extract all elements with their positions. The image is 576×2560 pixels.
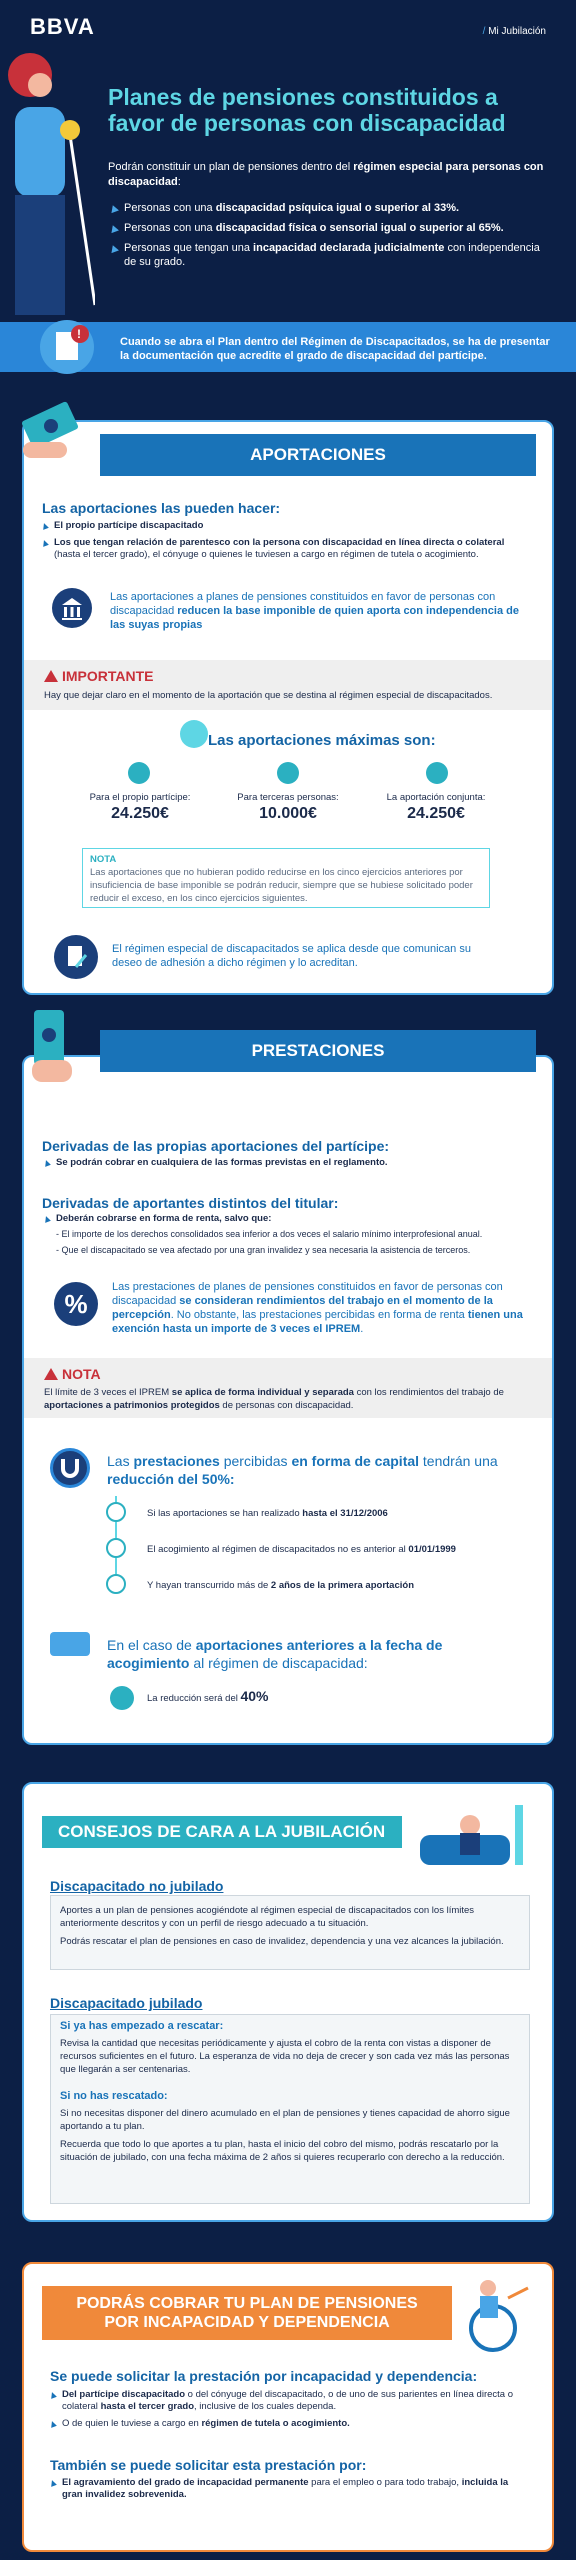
elderly-couch-illustration — [400, 1795, 540, 1875]
computer-icon — [50, 1632, 90, 1656]
aportantes-list — [42, 515, 532, 561]
prest-list1 — [44, 1152, 534, 1169]
warning-icon — [44, 670, 58, 682]
person-icon — [128, 762, 150, 784]
wheelchair-illustration — [458, 2268, 538, 2358]
phone-hand-icon — [22, 1000, 92, 1130]
nota-iprem-title: NOTA — [44, 1366, 101, 1382]
max-propio-value: 24.250€ — [111, 805, 169, 822]
prest-sub2: Derivadas de aportantes distintos del titular: — [42, 1195, 339, 1211]
no-rescatado-text: Si no necesitas disponer del dinero acumulado en el plan de pensiones y tienes capacidad de ahorro sigue aportando a tu plan. — [60, 2108, 510, 2132]
nota-text: Las aportaciones que no hubieran podido reducirse en los cinco ejercicios anteriores por insuficiencia de base imponible se podrán reducir, siempre que se hubiese solicitado poder reducir el exceso, en los cinco ejercicios siguientes. — [90, 867, 473, 904]
anteriores-title: En el caso de aportaciones anteriores a la fecha de acogimiento al régimen de discapacidad: — [107, 1637, 443, 1671]
document-warning-icon — [40, 320, 94, 374]
percent-icon: % — [54, 1282, 98, 1326]
dependencia-sub1: Se puede solicitar la prestación por incapacidad y dependencia: — [50, 2368, 478, 2384]
jubilado-title: Discapacitado jubilado — [50, 1995, 203, 2011]
no-jubilado-title: Discapacitado no jubilado — [50, 1878, 224, 1894]
prest-list2 — [44, 1208, 534, 1257]
woman-with-cane-illustration — [0, 45, 95, 315]
cond-1999: El acogimiento al régimen de discapacitados no es anterior al 01/01/1999 — [147, 1544, 456, 1555]
joint-icon — [426, 762, 448, 784]
svg-text:!: ! — [77, 327, 81, 341]
max-conjunta-value: 24.250€ — [407, 805, 465, 822]
list-item: El agravamiento del grado de incapacidad permanente para el empleo o para todo trabajo, incluida la gran invalidez sobrevenida. — [50, 2477, 520, 2501]
list-item: Personas que tengan una incapacidad declarada judicialmente con independencia de su grado. — [108, 241, 548, 269]
warning-icon — [44, 1368, 58, 1380]
hand-money-icon — [15, 400, 95, 470]
condition-2: - Que el discapacitado se vea afectado por una gran invalidez y sea necesaria la asistencia de terceros. — [56, 1245, 471, 1255]
list-item: Los que tengan relación de parentesco con la persona con discapacidad en línea directa o colateral (hasta el tercer grado), el cónyuge o quienes le tuviesen a cargo en régimen de tutela o acogimiento. — [42, 537, 532, 561]
list-item: O de quien le tuviese a cargo en régimen de tutela o acogimiento. — [50, 2418, 520, 2430]
reduccion-40: La reducción será del 40% — [147, 1688, 269, 1704]
regimen-text: El régimen especial de discapacitados se aplica desde que comunican su deseo de adhesión a dicho régimen y lo acreditan. — [112, 943, 471, 969]
recuerda-text: Recuerda que todo lo que aportes a tu plan, hasta el inicio del cobro del mismo, podrás rescatarlo por la situación de jubilado, con una fecha máxima de 2 años si quieres recuperarlo con derecho a la reducción. — [60, 2139, 505, 2163]
condition-1: - El importe de los derechos consolidados sea inferior a dos veces el salario mínimo interprofesional anual. — [56, 1229, 483, 1239]
coin-icon — [60, 120, 80, 140]
list-item: Del partícipe discapacitado o del cónyuge del discapacitado, o de uno de sus parientes en línea directa o colateral hasta el tercer grado, inclusive de los cuales dependa. — [50, 2389, 520, 2413]
hero-list — [108, 195, 548, 269]
no-jubilado-text1: Aportes a un plan de pensiones acogiéndote al régimen especial de discapacitados con los límites anteriormente descritos y con un perfil de riesgo adecuado a tu situación. — [60, 1905, 475, 1929]
list-item: Deberán cobrarse en forma de renta, salvo que: — [44, 1213, 534, 1225]
clock-icon — [106, 1574, 126, 1594]
wheelchair-icon — [106, 1538, 126, 1558]
list-item: Se podrán cobrar en cualquiera de las formas previstas en el reglamento. — [44, 1157, 534, 1169]
maximas-title: Las aportaciones máximas son: — [208, 732, 436, 749]
aportaciones-sub: Las aportaciones las pueden hacer: — [42, 500, 281, 516]
bank-icon — [52, 588, 92, 628]
dependencia-list2 — [50, 2472, 520, 2501]
dependencia-list1 — [50, 2384, 520, 2430]
list-item: El propio partícipe discapacitado — [42, 520, 532, 532]
section-label: Mi Jubilación — [488, 26, 546, 37]
magnet-icon — [50, 1448, 90, 1488]
document-edit-icon — [54, 935, 98, 979]
capital-title: Las prestaciones percibidas en forma de capital tendrán una reducción del 50%: — [107, 1453, 498, 1487]
list-item: Personas con una discapacidad física o sensorial igual o superior al 65%. — [108, 221, 548, 235]
importante-text: Hay que dejar claro en el momento de la aportación que se destina al régimen especial de discapacitados. — [44, 690, 493, 701]
consejos-heading: CONSEJOS DE CARA A LA JUBILACIÓN — [42, 1816, 402, 1848]
no-rescatado-title: Si no has rescatado: — [60, 2090, 168, 2102]
notice-text: Cuando se abra el Plan dentro del Régimen de Discapacitados, se ha de presentar la documentación que acredite el grado de discapacidad del partícipe. — [120, 336, 550, 362]
calendar-icon — [106, 1502, 126, 1522]
section-link[interactable] — [483, 26, 546, 37]
cond-2006: Si las aportaciones se han realizado hasta el 31/12/2006 — [147, 1508, 388, 1519]
rescatar-text: Revisa la cantidad que necesitas periódicamente y ajusta el cobro de la renta con vistas a disponer de recursos suficientes en el futuro. La esperanza de vida no deja de crecer y son cada vez más las personas que llegarán a ser centenarias. — [60, 2038, 510, 2075]
bbva-logo[interactable]: BBVA — [30, 14, 95, 39]
prest-sub1: Derivadas de las propias aportaciones del partícipe: — [42, 1138, 390, 1154]
group-icon — [277, 762, 299, 784]
cond-2anos: Y hayan transcurrido más de 2 años de la primera aportación — [147, 1580, 414, 1591]
prestaciones-heading: PRESTACIONES — [100, 1030, 536, 1072]
base-imponible-info: Las aportaciones a planes de pensiones constituidos en favor de personas con discapacidad reducen la base imponible de quien aporta con independencia de las suyas propias — [110, 591, 519, 631]
rendimientos-text: Las prestaciones de planes de pensiones constituidos en favor de personas con discapacidad se consideran rendimientos del trabajo en el momento de la percepción. No obstante, las prestaciones percibidas en forma de renta tienen una exención hasta un importe de 3 veces el IPREM. — [112, 1281, 523, 1335]
max-terceros-value: 10.000€ — [259, 805, 317, 822]
max-propio-label: Para el propio partícipe: — [89, 792, 191, 803]
hero-intro: Podrán constituir un plan de pensiones dentro del régimen especial para personas con discapacidad: — [108, 161, 544, 188]
coins-icon — [180, 720, 208, 748]
slash-icon: / — [482, 26, 486, 37]
max-terceros-label: Para terceras personas: — [237, 792, 339, 803]
aportaciones-heading: APORTACIONES — [100, 434, 536, 476]
nota-title: NOTA — [90, 854, 117, 865]
dependencia-sub2: También se puede solicitar esta prestación por: — [50, 2457, 367, 2473]
reduction-icon — [110, 1686, 134, 1710]
max-conjunta-label: La aportación conjunta: — [386, 792, 486, 803]
no-jubilado-text2: Podrás rescatar el plan de pensiones en caso de invalidez, dependencia y una vez alcances la jubilación. — [60, 1936, 504, 1947]
hero-title: Planes de pensiones constituidos a favor de personas con discapacidad — [108, 84, 506, 136]
importante-title: IMPORTANTE — [44, 668, 154, 684]
nota-iprem-text: El límite de 3 veces el IPREM se aplica de forma individual y separada con los rendimientos del trabajo de aportaciones a patrimonios protegidos de personas con discapacidad. — [44, 1387, 504, 1411]
rescatar-title: Si ya has empezado a rescatar: — [60, 2020, 224, 2032]
dependencia-title: PODRÁS COBRAR TU PLAN DE PENSIONES POR INCAPACIDAD Y DEPENDENCIA — [76, 2295, 418, 2331]
list-item: Personas con una discapacidad psíquica igual o superior al 33%. — [108, 201, 548, 215]
